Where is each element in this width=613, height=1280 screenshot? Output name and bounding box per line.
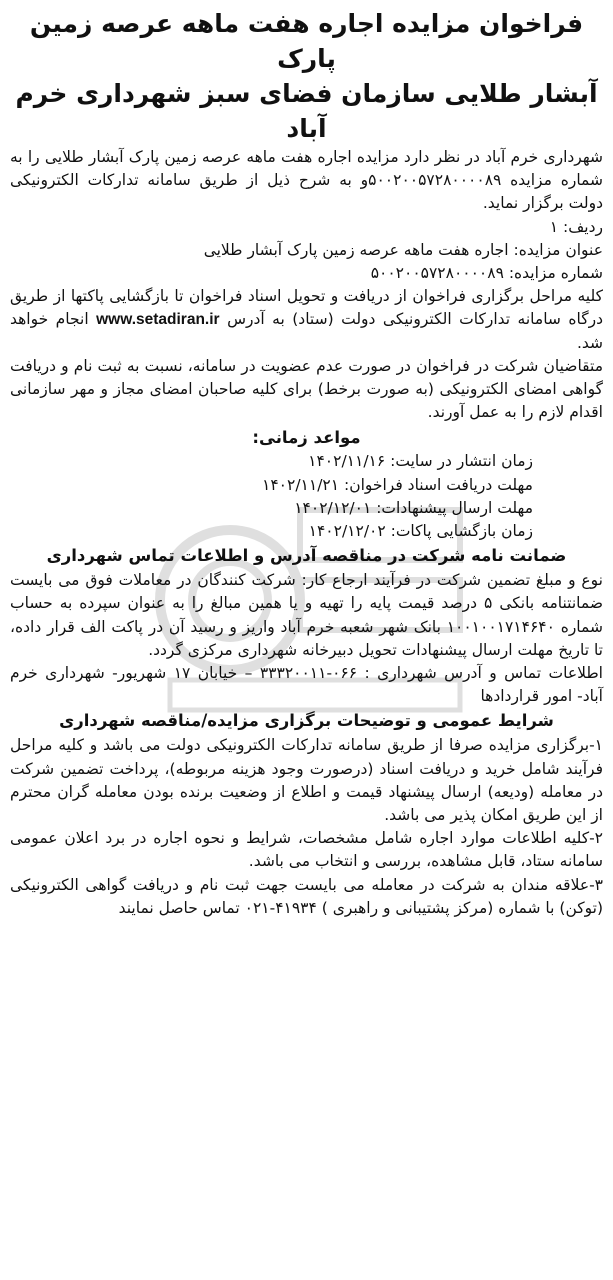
tender-number: شماره مزایده: ۵۰۰۲۰۰۵۷۲۸۰۰۰۰۸۹ <box>370 264 603 283</box>
schedule-item-opening: زمان بازگشایی پاکات: ۱۴۰۲/۱۲/۰۲ <box>308 522 533 541</box>
schedule-heading: مواعد زمانی: <box>252 428 361 448</box>
schedule-item-publish: زمان انتشار در سایت: ۱۴۰۲/۱۱/۱۶ <box>308 452 533 471</box>
schedule-item-bids-deadline: مهلت ارسال پیشنهادات: ۱۴۰۲/۱۲/۰۱ <box>294 498 533 517</box>
process-text: کلیه مراحل برگزاری فراخوان از دریافت و تحویل اسناد فراخوان تا بازگشایی پاکتها از طریق درگاه سامانه تدارکات الکترونیکی دولت (ستاد) به آدرس <box>10 287 603 329</box>
condition-item-2: ۲-کلیه اطلاعات موارد اجاره شامل مشخصات، شرایط و نحوه اجاره در برد اعلان عمومی سامانه ستاد، قابل مشاهده، بررسی و انتخاب می باشد. <box>10 829 603 871</box>
schedule-list <box>10 450 603 543</box>
condition-item-1: ۱-برگزاری مزایده صرفا از طریق سامانه تدارکات الکترونیکی دولت می باشد و کلیه مراحل فرآیند شامل خرید و دریافت اسناد (درصورت وجود هزینه مربوطه)، پرداخت تضمین شرکت در معامله (ودیعه) ارسال پیشنهاد قیمت و اطلاع از وضعیت برنده بودن معامله گران محترم از این طریق امکان پذیر می باشد. <box>10 736 603 825</box>
applicants-paragraph: متقاضیان شرکت در فراخوان در صورت عدم عضویت در سامانه، نسبت به ثبت نام و دریافت گواهی امضای الکترونیکی (به صورت برخط) برای کلیه صاحبان امضای مجاز و مهر سازمانی اقدام لازم را به عمل آورند. <box>10 356 603 422</box>
guarantee-heading: ضمانت نامه شرکت در مناقصه آدرس و اطلاعات تماس شهرداری <box>46 546 567 566</box>
conditions-heading: شرایط عمومی و توضیحات برگزاری مزایده/مناقصه شهرداری <box>59 711 554 731</box>
announcement-title-line-1: فراخوان مزایده اجاره هفت ماهه عرصه زمین پارک <box>29 9 584 73</box>
contact-paragraph: اطلاعات تماس و آدرس شهرداری : ۰۶۶-۳۳۳۲۰۰۱۱ – خیابان ۱۷ شهریور- شهرداری خرم آباد- امور قراردادها <box>10 664 603 706</box>
row-number: ردیف: ۱ <box>549 217 603 236</box>
condition-item-3: ۳-علاقه مندان به شرکت در معامله می بایست جهت ثبت نام و دریافت گواهی الکترونیکی (توکن) با شماره (مرکز پشتیبانی و راهبری ) ۴۱۹۳۴-۰۲۱ تماس حاصل نمایند <box>10 875 603 917</box>
tender-subject: عنوان مزایده: اجاره هفت ماهه عرصه زمین پارک آبشار طلایی <box>203 240 603 259</box>
process-paragraph <box>10 285 603 355</box>
schedule-item-docs-deadline: مهلت دریافت اسناد فراخوان: ۱۴۰۲/۱۱/۲۱ <box>262 475 533 494</box>
intro-paragraph: شهرداری خرم آباد در نظر دارد مزایده اجاره هفت ماهه عرصه زمین پارک آبشار طلایی را به شماره مزایده ۵۰۰۲۰۰۵۷۲۸۰۰۰۰۸۹و به شرح ذیل از طریق سامانه تدارکات الکترونیکی دولت برگزار نماید. <box>10 148 603 213</box>
guarantee-paragraph: نوع و مبلغ تضمین شرکت در فرآیند ارجاع کار: شرکت کنندگان در معاملات فوق می بایست ضمانتنامه بانکی ۵ درصد قیمت پایه را تهیه و یا همین مبالغ را به عنوان سپرده به حساب شماره ۱۰۰۱۰۰۱۷۱۴۶۴۰ بانک شهر شعبه خرم آباد واریز و رسید آن در پاکت الف قرار داده، تا تاریخ مهلت ارسال پیشنهادات تحویل دبیرخانه شهرداری مرکزی گردد. <box>10 571 603 659</box>
announcement-title-line-2: آبشار طلایی سازمان فضای سبز شهرداری خرم آباد <box>15 79 598 143</box>
setadiran-link[interactable]: www.setadiran.ir <box>96 311 220 329</box>
process-tail: انجام خواهد شد. <box>10 310 603 352</box>
